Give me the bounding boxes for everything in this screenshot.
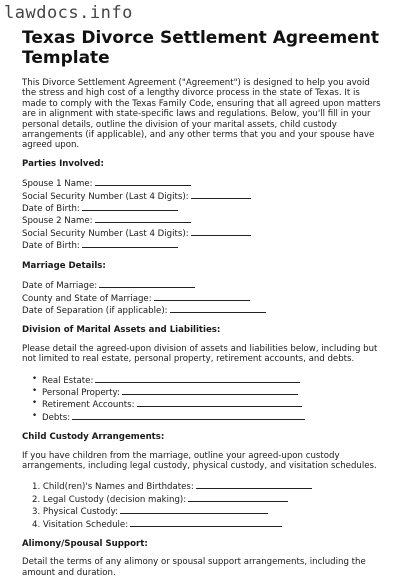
separation-date-blank[interactable] xyxy=(170,304,266,313)
physical-custody-item[interactable]: 3. Physical Custody: xyxy=(22,505,384,517)
marriage-heading: Marriage Details: xyxy=(22,260,106,271)
custody-list xyxy=(22,480,384,530)
spouse2-dob-field[interactable]: Date of Birth: xyxy=(22,239,384,251)
marriage-date-field[interactable]: Date of Marriage: xyxy=(22,279,384,291)
physical-custody-blank[interactable] xyxy=(120,505,268,514)
real-estate-item[interactable]: • Real Estate: xyxy=(22,374,384,386)
spouse1-ssn-blank[interactable] xyxy=(191,190,251,199)
parties-fields xyxy=(22,177,384,251)
spouse1-dob-field[interactable]: Date of Birth: xyxy=(22,202,384,214)
visitation-schedule-item[interactable]: 4. Visitation Schedule: xyxy=(22,518,384,530)
spouse1-dob-blank[interactable] xyxy=(82,202,178,211)
marriage-date-blank[interactable] xyxy=(99,279,195,288)
marriage-county-blank[interactable] xyxy=(154,292,250,301)
debts-blank[interactable] xyxy=(72,411,305,420)
children-names-item[interactable]: 1. Child(ren)'s Names and Birthdates: xyxy=(22,480,384,492)
spouse1-ssn-field[interactable]: Social Security Number (Last 4 Digits): xyxy=(22,190,384,202)
spouse2-dob-blank[interactable] xyxy=(82,239,178,248)
spouse2-ssn-blank[interactable] xyxy=(191,227,251,236)
marriage-county-field[interactable]: County and State of Marriage: xyxy=(22,292,384,304)
retirement-accounts-item[interactable]: • Retirement Accounts: xyxy=(22,398,384,410)
assets-paragraph: Please detail the agreed-upon division of assets and liabilities below, including but not limited to real estate, personal property, retirement accounts, and debts. xyxy=(22,343,378,365)
spouse2-name-blank[interactable] xyxy=(95,214,191,223)
document-title: Texas Divorce Settlement Agreement Template xyxy=(22,28,379,68)
alimony-paragraph: Detail the terms of any alimony or spousal support arrangements, including the amount and duration. xyxy=(22,557,366,578)
spouse1-name-blank[interactable] xyxy=(95,177,191,186)
real-estate-blank[interactable] xyxy=(95,374,300,383)
children-names-blank[interactable] xyxy=(196,480,312,489)
custody-paragraph: If you have children from the marriage, outline your agreed-upon custody arrangements, including legal custody, physical custody, and visitation schedules. xyxy=(22,450,377,471)
legal-custody-blank[interactable] xyxy=(188,493,288,502)
separation-date-field[interactable]: Date of Separation (if applicable): xyxy=(22,304,384,316)
retirement-accounts-blank[interactable] xyxy=(137,398,302,407)
alimony-heading: Alimony/Spousal Support: xyxy=(22,539,148,549)
visitation-schedule-blank[interactable] xyxy=(130,518,282,527)
intro-paragraph: This Divorce Settlement Agreement ("Agreement") is designed to help you avoid the stress and high cost of a lengthy divorce process in the state of Texas. It is made to comply with the Texas Family Code, ensuring that all agreed upon matters are in alignment with state-specific laws and regulations. Below, you'll fill in your personal details, outline the division of your marital assets, child custody arrangements (if applicable), and any other terms that you and your spouse have agreed upon. xyxy=(22,78,381,151)
legal-custody-item[interactable]: 2. Legal Custody (decision making): xyxy=(22,493,384,505)
assets-list xyxy=(22,374,384,424)
marriage-fields xyxy=(22,279,384,316)
spouse1-name-field[interactable]: Spouse 1 Name: xyxy=(22,177,384,189)
document-body xyxy=(22,78,384,587)
personal-property-blank[interactable] xyxy=(122,386,298,395)
custody-heading: Child Custody Arrangements: xyxy=(22,432,165,443)
parties-heading: Parties Involved: xyxy=(22,158,104,169)
assets-heading: Division of Marital Assets and Liabilities: xyxy=(22,325,221,336)
personal-property-item[interactable]: • Personal Property: xyxy=(22,386,384,398)
spouse2-ssn-field[interactable]: Social Security Number (Last 4 Digits): xyxy=(22,227,384,239)
debts-item[interactable]: • Debts: xyxy=(22,411,384,423)
spouse2-name-field[interactable]: Spouse 2 Name: xyxy=(22,214,384,226)
site-watermark: lawdocs.info xyxy=(4,3,133,23)
